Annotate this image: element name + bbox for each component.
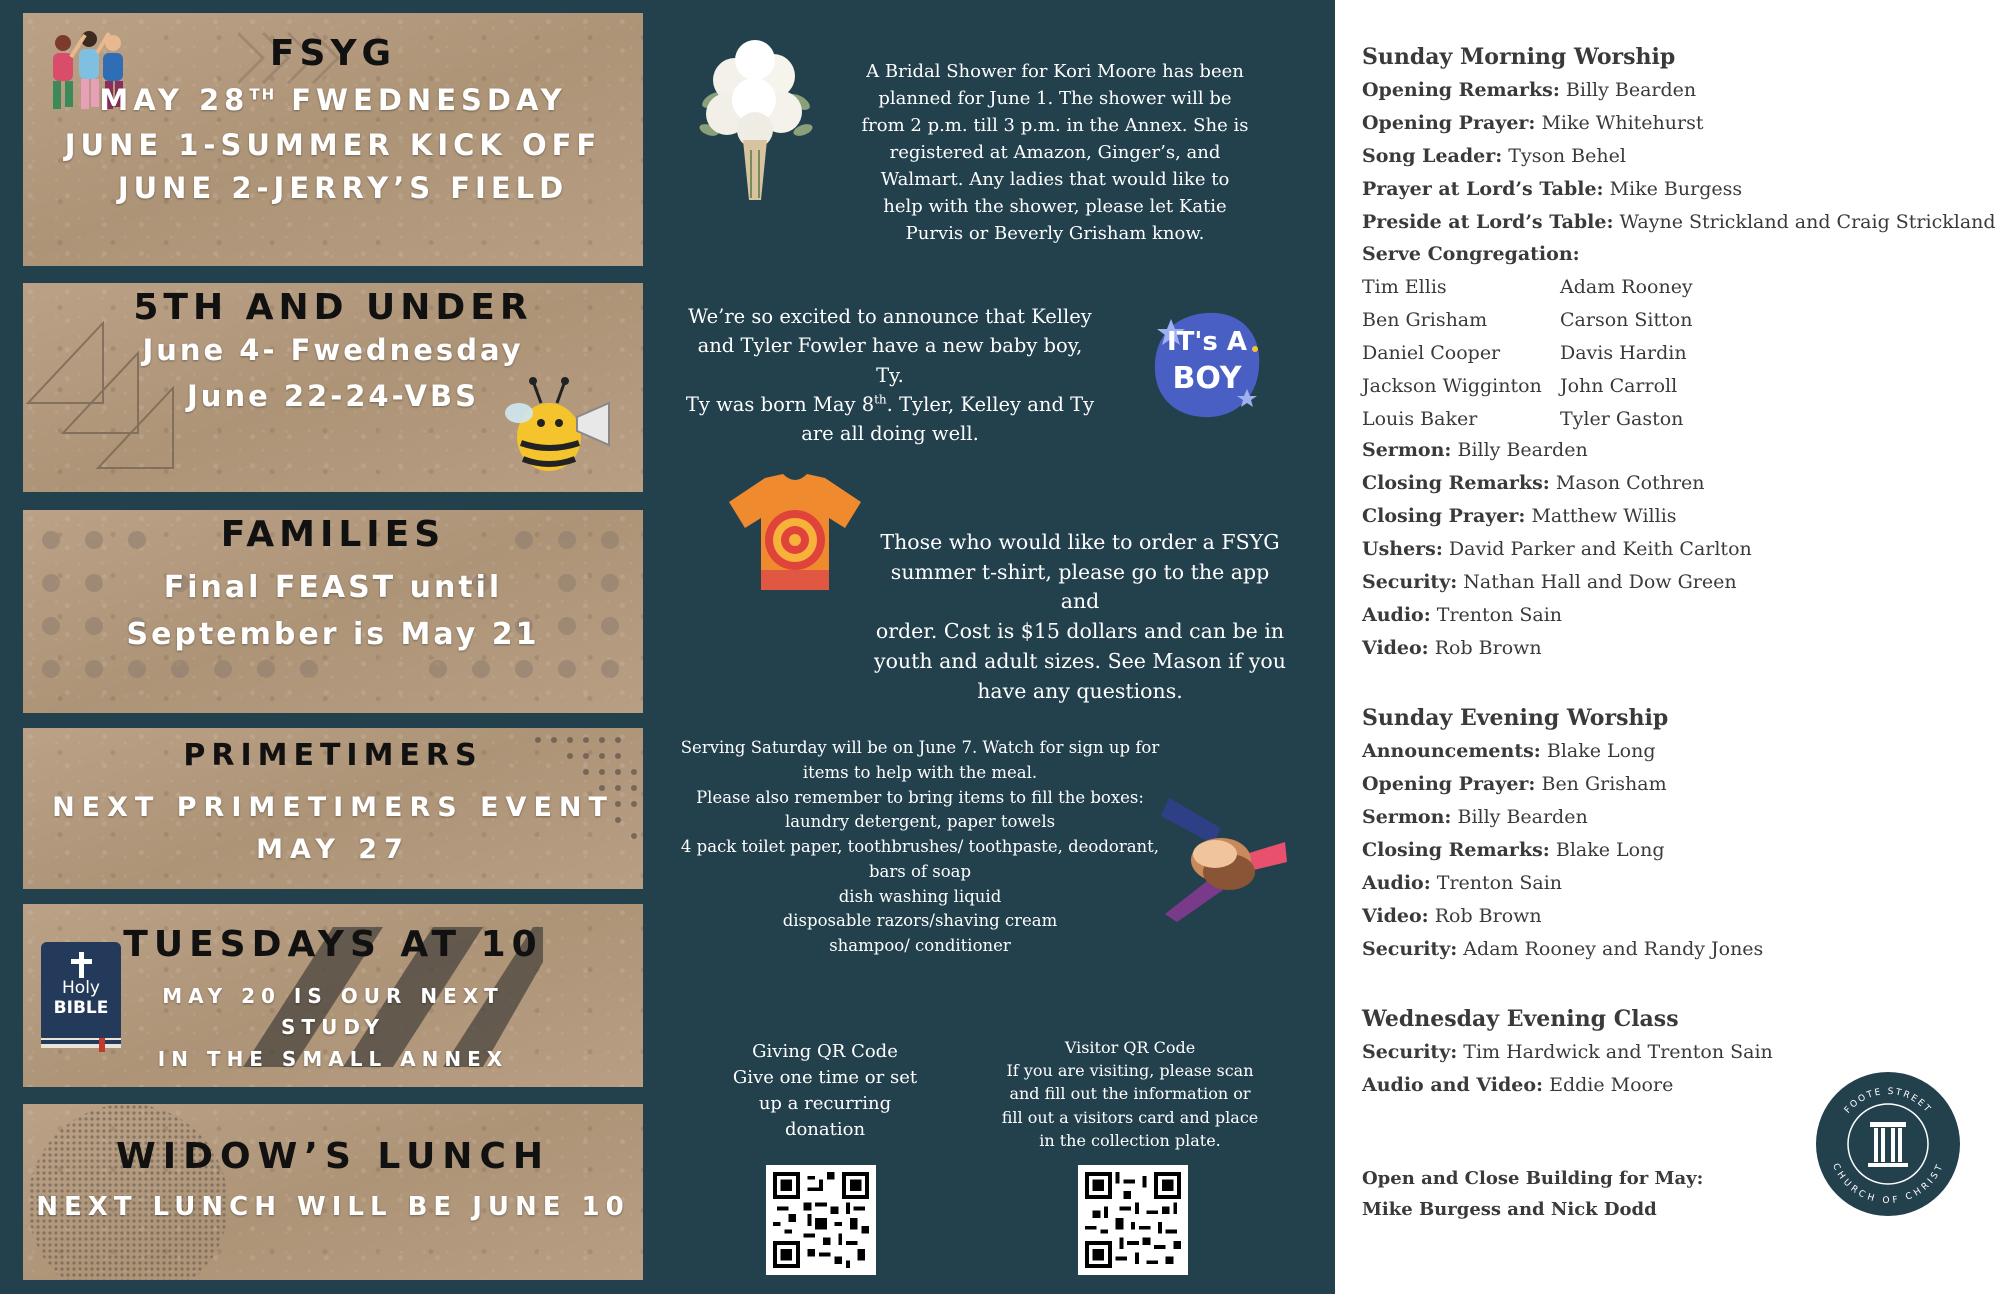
role-value: Matthew Willis [1525,505,1677,527]
bible-word-bible: BIBLE [53,998,109,1018]
role-line [1362,112,1703,134]
role-value: Tim Hardwick and Trenton Sain [1457,1041,1773,1063]
role-line [1362,145,1626,167]
role-line [1362,637,1542,659]
text-line: laundry detergent, paper towels [784,812,1056,832]
role-value: Mike Whitehurst [1535,112,1704,134]
role-value: Blake Long [1549,839,1665,861]
role-value: Eddie Moore [1543,1074,1674,1096]
text-line: in the collection plate. [1039,1130,1221,1150]
role-line [1362,806,1588,828]
role-value: Mason Cothren [1549,472,1705,494]
role-label: Audio: [1362,604,1431,626]
sticker-line: IT's A [1166,327,1248,357]
card-line: STUDY [281,1015,385,1039]
text-line: If you are visiting, please scan [1006,1061,1254,1081]
serve-congregation-label: Serve Congregation: [1362,243,1580,265]
its-a-boy-icon [1147,305,1267,425]
role-label: Security: [1362,571,1458,593]
text-line: up a recurring [758,1093,892,1115]
role-value: Billy Bearden [1451,806,1588,828]
wednesday-class-title: Wednesday Evening Class [1362,1006,1679,1032]
card-line: IN THE SMALL ANNEX [157,1047,509,1071]
tshirt-text [870,528,1290,706]
role-value: Trenton Sain [1430,872,1563,894]
role-value: Rob Brown [1428,637,1542,659]
serve-name: John Carroll [1560,375,1678,397]
text-line: Purvis or Beverly Grisham know. [905,223,1205,244]
text-line: youth and adult sizes. See Mason if you [874,648,1286,673]
role-value: Tyson Behel [1502,145,1626,167]
text-line: dish washing liquid [838,886,1002,906]
text-line: have any questions. [977,678,1183,703]
visitor-qr-code[interactable] [1078,1165,1188,1275]
role-value: Billy Bearden [1451,439,1588,461]
primetimers-card [23,728,643,889]
morning-worship-title: Sunday Morning Worship [1362,44,1676,70]
baby-line: We’re so excited to announce that Kelley [688,305,1092,328]
role-line [1362,872,1562,894]
card-title: WIDOW’S LUNCH [115,1136,550,1177]
text-line: planned for June 1. The shower will be [878,88,1232,109]
tuesdays-card [23,904,643,1087]
role-line [1362,905,1542,927]
role-label: Closing Remarks: [1362,472,1550,494]
card-title: PRIMETIMERS [183,738,483,773]
role-label: Closing Prayer: [1362,505,1526,527]
text-line: A Bridal Shower for Kori Moore has been [866,61,1244,82]
text-line: fill out a visitors card and place [1001,1107,1259,1127]
qr-code-icon [773,1172,869,1268]
serve-name: Daniel Cooper [1362,342,1501,364]
text-line: disposable razors/shaving cream [782,911,1058,931]
giving-qr-text [720,1039,930,1143]
text-line: Giving QR Code [752,1041,898,1062]
role-label: Opening Prayer: [1362,112,1536,134]
role-line [1362,538,1752,560]
role-value: Blake Long [1540,740,1656,762]
text-line: Please also remember to bring items to fill the boxes: [696,787,1144,807]
text-line: bars of soap [868,861,972,881]
card-line: Final FEAST until [163,570,503,605]
role-value: Trenton Sain [1430,604,1563,626]
role-value: Ben Grisham [1535,773,1667,795]
tshirt-icon [725,470,865,595]
widows-lunch-card [23,1104,643,1280]
card-line: MAY 28TH FWEDNESDAY [99,83,567,117]
card-line: JUNE 1-SUMMER KICK OFF [64,128,602,162]
role-value: Wayne Strickland and Craig Strickland [1613,211,1996,233]
bible-word-holy: Holy [62,978,100,998]
role-value: Rob Brown [1428,905,1542,927]
role-label: Prayer at Lord’s Table: [1362,178,1604,200]
role-line [1362,604,1562,626]
role-label: Audio: [1362,872,1431,894]
role-label: Song Leader: [1362,145,1503,167]
card-title: FAMILIES [220,514,446,555]
baby-line: and Tyler Fowler have a new baby boy, Ty. [697,334,1083,387]
five-and-under-card [23,283,643,492]
text-line: donation [784,1119,866,1141]
hands-icon [1155,788,1290,923]
baby-line: Ty was born May 8th. Tyler, Kelley and Ty [685,392,1095,416]
role-line [1362,1074,1673,1096]
card-line: June 22-24-VBS [187,379,479,413]
announcements-column [665,0,1335,1294]
text-line: Visitor QR Code [1064,1038,1196,1057]
qr-code-icon [1085,1172,1181,1268]
serving-saturday-text [680,736,1160,959]
role-line [1362,773,1667,795]
evening-worship-title: Sunday Evening Worship [1362,705,1669,731]
logo-bottom-text: CHURCH OF CHRIST [1829,1162,1947,1207]
serve-name: Tim Ellis [1362,276,1447,298]
card-line: NEXT LUNCH WILL BE JUNE 10 [36,1192,630,1222]
role-line [1362,839,1665,861]
role-line [1362,211,1996,233]
role-label: Ushers: [1362,538,1443,560]
bridal-shower-text [855,58,1255,247]
text-line: Those who would like to order a FSYG [880,530,1280,554]
role-value: David Parker and Keith Carlton [1442,538,1752,560]
serve-name: Carson Sitton [1560,309,1693,331]
serve-name: Ben Grisham [1362,309,1488,331]
serve-name: Davis Hardin [1560,342,1687,364]
role-value: Mike Burgess [1603,178,1743,200]
text-line: and fill out the information or [1009,1084,1251,1104]
role-label: Sermon: [1362,439,1452,461]
giving-qr-code[interactable] [766,1165,876,1275]
text-line: items to help with the meal. [802,762,1038,782]
role-line [1362,740,1656,762]
role-line [1362,178,1742,200]
text-line: shampoo/ conditioner [829,936,1011,955]
text-line: order. Cost is $15 dollars and can be in [875,619,1285,644]
text-line: Give one time or set [732,1067,918,1089]
text-line: from 2 p.m. till 3 p.m. in the Annex. She is [861,115,1249,136]
serve-name: Adam Rooney [1560,276,1693,298]
role-label: Opening Prayer: [1362,773,1536,795]
card-line: June 4- Fwednesday [142,333,524,367]
visitor-qr-text [995,1036,1265,1152]
role-line [1362,571,1737,593]
serve-name: Jackson Wigginton [1362,375,1542,397]
role-label: Audio and Video: [1362,1074,1544,1096]
fsyg-card [23,13,643,266]
card-line: JUNE 2-JERRY’S FIELD [117,171,569,205]
role-label: Opening Remarks: [1362,79,1560,101]
card-title: TUESDAYS AT 10 [123,924,543,965]
events-column [0,0,665,1294]
serve-name: Louis Baker [1362,408,1478,430]
role-line [1362,938,1763,960]
bouquet-icon [695,30,815,205]
serve-name: Tyler Gaston [1560,408,1684,430]
baby-announcement-text [685,302,1095,448]
sticker-line: BOY [1172,361,1242,396]
baby-line: are all doing well. [801,422,979,445]
building-label: Open and Close Building for May: [1362,1168,1704,1189]
text-line: help with the shower, please let Katie [883,196,1227,217]
text-line: Walmart. Any ladies that would like to [880,169,1230,190]
role-label: Preside at Lord’s Table: [1362,211,1614,233]
role-label: Video: [1362,905,1429,927]
card-line: MAY 27 [256,834,410,865]
role-label: Announcements: [1362,740,1541,762]
text-line: 4 pack toilet paper, toothbrushes/ toothpaste, deodorant, [680,837,1160,856]
role-label: Closing Remarks: [1362,839,1550,861]
role-label: Video: [1362,637,1429,659]
text-line: summer t-shirt, please go to the app and [890,559,1270,614]
role-line [1362,1041,1773,1063]
card-line: MAY 20 IS OUR NEXT [162,984,504,1008]
families-card [23,510,643,713]
card-line: September is May 21 [126,617,540,652]
role-label: Security: [1362,1041,1458,1063]
role-line [1362,439,1588,461]
role-value: Adam Rooney and Randy Jones [1457,938,1764,960]
role-line [1362,472,1705,494]
role-label: Security: [1362,938,1458,960]
text-line: Serving Saturday will be on June 7. Watch for sign up for [680,738,1160,757]
role-value: Billy Bearden [1559,79,1697,101]
role-line [1362,79,1696,101]
building-names: Mike Burgess and Nick Dodd [1362,1199,1657,1220]
card-line: NEXT PRIMETIMERS EVENT [52,792,614,823]
service-roster-column [1335,0,2000,1294]
role-value: Nathan Hall and Dow Green [1457,571,1737,593]
text-line: registered at Amazon, Ginger’s, and [889,142,1221,163]
role-line [1362,505,1677,527]
logo-top-text: FOOTE STREET [1842,1086,1934,1116]
role-label: Sermon: [1362,806,1452,828]
card-title: 5TH AND UNDER [133,287,533,328]
church-logo-icon [1814,1070,1962,1218]
card-title: FSYG [269,33,397,74]
